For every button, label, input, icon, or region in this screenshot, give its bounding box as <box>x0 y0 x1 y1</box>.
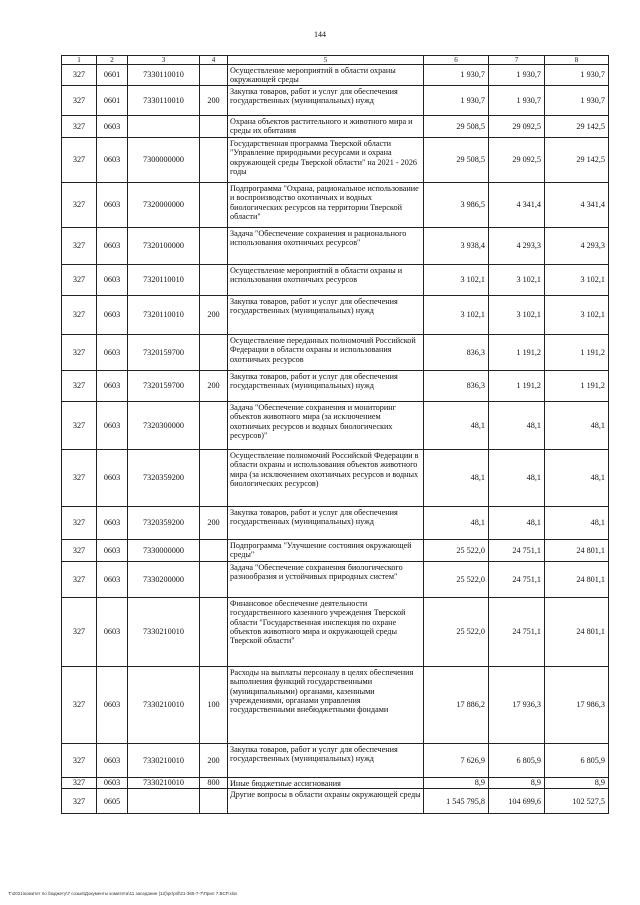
expense-type-cell <box>200 539 228 561</box>
expense-type-cell: 100 <box>200 666 228 743</box>
table-row <box>62 401 609 449</box>
section-code-cell: 327 <box>62 85 97 115</box>
amount-2024-cell: 48,1 <box>545 401 609 449</box>
section-code-cell: 327 <box>62 334 97 370</box>
amount-2024-cell: 29 142,5 <box>545 137 609 182</box>
amount-2023-cell: 3 102,1 <box>489 264 545 295</box>
amount-2022-cell: 3 986,5 <box>424 182 489 227</box>
header-row <box>62 56 609 65</box>
expense-type-cell <box>200 449 228 506</box>
subsection-code-cell: 0603 <box>97 264 128 295</box>
amount-2022-cell: 48,1 <box>424 449 489 506</box>
expense-type-cell: 200 <box>200 295 228 334</box>
target-article-cell: 7330110010 <box>128 85 200 115</box>
section-code-cell: 327 <box>62 401 97 449</box>
table-row <box>62 334 609 370</box>
amount-2022-cell: 17 886,2 <box>424 666 489 743</box>
section-code-cell: 327 <box>62 449 97 506</box>
amount-2022-cell: 3 102,1 <box>424 295 489 334</box>
amount-2022-cell: 48,1 <box>424 401 489 449</box>
description-cell: Осуществление мероприятий в области охраны и использования охотничьих ресурсов <box>228 264 424 295</box>
table-row <box>62 65 609 86</box>
target-article-cell: 7330210010 <box>128 666 200 743</box>
amount-2023-cell: 48,1 <box>489 401 545 449</box>
expense-type-cell <box>200 182 228 227</box>
amount-2023-cell: 8,9 <box>489 777 545 788</box>
target-article-cell <box>128 115 200 137</box>
header-cell: 1 <box>62 56 97 65</box>
section-code-cell: 327 <box>62 539 97 561</box>
amount-2023-cell: 29 092,5 <box>489 115 545 137</box>
description-cell: Задача "Обеспечение сохранения и рационального использования охотничьих ресурсов" <box>228 227 424 264</box>
description-cell: Задача "Обеспечение сохранения биологического разнообразия и устойчивых природных систем" <box>228 561 424 597</box>
description-cell: Подпрограмма "Охрана, рациональное использование и воспроизводство охотничьих и водных биологических ресурсов на территории Тверской области" <box>228 182 424 227</box>
description-cell: Расходы на выплаты персоналу в целях обеспечения выполнения функций государственными (муниципальными) органами, казенными учреждениями, органами управления государственными внебюджетными фондами <box>228 666 424 743</box>
subsection-code-cell: 0603 <box>97 561 128 597</box>
amount-2023-cell: 24 751,1 <box>489 539 545 561</box>
table-row <box>62 666 609 743</box>
expense-type-cell: 800 <box>200 777 228 788</box>
amount-2023-cell: 29 092,5 <box>489 137 545 182</box>
amount-2022-cell: 29 508,5 <box>424 115 489 137</box>
amount-2023-cell: 6 805,9 <box>489 743 545 777</box>
expense-type-cell <box>200 115 228 137</box>
section-code-cell: 327 <box>62 666 97 743</box>
amount-2024-cell: 24 801,1 <box>545 539 609 561</box>
amount-2024-cell: 6 805,9 <box>545 743 609 777</box>
expense-type-cell <box>200 334 228 370</box>
table-row <box>62 789 609 814</box>
subsection-code-cell: 0603 <box>97 449 128 506</box>
section-code-cell: 327 <box>62 182 97 227</box>
section-code-cell: 327 <box>62 561 97 597</box>
target-article-cell: 7320359200 <box>128 506 200 539</box>
amount-2023-cell: 48,1 <box>489 506 545 539</box>
subsection-code-cell: 0603 <box>97 115 128 137</box>
subsection-code-cell: 0603 <box>97 295 128 334</box>
description-cell: Осуществление переданных полномочий Российской Федерации в области охраны и использования охотничьих ресурсов <box>228 334 424 370</box>
expense-type-cell: 200 <box>200 506 228 539</box>
subsection-code-cell: 0603 <box>97 666 128 743</box>
target-article-cell: 7330200000 <box>128 561 200 597</box>
header-cell: 2 <box>97 56 128 65</box>
amount-2022-cell: 1 930,7 <box>424 65 489 86</box>
section-code-cell: 327 <box>62 370 97 401</box>
description-cell: Задача "Обеспечение сохранения и мониторинг объектов животного мира (за исключением охотничьих ресурсов и водных биологических ресурсов)" <box>228 401 424 449</box>
target-article-cell: 7320110010 <box>128 264 200 295</box>
subsection-code-cell: 0601 <box>97 85 128 115</box>
target-article-cell: 7320359200 <box>128 449 200 506</box>
description-cell: Закупка товаров, работ и услуг для обеспечения государственных (муниципальных) нужд <box>228 370 424 401</box>
amount-2022-cell: 48,1 <box>424 506 489 539</box>
amount-2022-cell: 29 508,5 <box>424 137 489 182</box>
amount-2022-cell: 1 930,7 <box>424 85 489 115</box>
table-row <box>62 264 609 295</box>
table-row <box>62 227 609 264</box>
amount-2022-cell: 7 626,9 <box>424 743 489 777</box>
amount-2023-cell: 1 930,7 <box>489 65 545 86</box>
description-cell: Осуществление полномочий Российской Федерации в области охраны и использования объектов животного мира (за исключением охотничьих ресурсов и водных биологических ресурсов) <box>228 449 424 506</box>
target-article-cell: 7320300000 <box>128 401 200 449</box>
amount-2023-cell: 24 751,1 <box>489 561 545 597</box>
header-cell: 7 <box>489 56 545 65</box>
expense-type-cell <box>200 789 228 814</box>
description-cell: Осуществление мероприятий в области охраны окружающей среды <box>228 65 424 86</box>
amount-2024-cell: 3 102,1 <box>545 295 609 334</box>
description-cell: Иные бюджетные ассигнования <box>228 777 424 788</box>
table-row <box>62 295 609 334</box>
amount-2024-cell: 1 930,7 <box>545 65 609 86</box>
description-cell: Финансовое обеспечение деятельности государственного казенного учреждения Тверской области "Государственная инспекция по охране объектов животного мира и окружающей среды Тверской области" <box>228 597 424 666</box>
amount-2024-cell: 24 801,1 <box>545 597 609 666</box>
amount-2024-cell: 4 341,4 <box>545 182 609 227</box>
table-row <box>62 539 609 561</box>
expense-type-cell <box>200 65 228 86</box>
section-code-cell: 327 <box>62 789 97 814</box>
amount-2024-cell: 1 191,2 <box>545 334 609 370</box>
expense-type-cell: 200 <box>200 743 228 777</box>
target-article-cell: 7320110010 <box>128 295 200 334</box>
expense-type-cell <box>200 264 228 295</box>
target-article-cell: 7320159700 <box>128 334 200 370</box>
section-code-cell: 327 <box>62 597 97 666</box>
subsection-code-cell: 0603 <box>97 182 128 227</box>
target-article-cell <box>128 789 200 814</box>
table-row <box>62 777 609 788</box>
section-code-cell: 327 <box>62 227 97 264</box>
subsection-code-cell: 0603 <box>97 137 128 182</box>
amount-2023-cell: 24 751,1 <box>489 597 545 666</box>
amount-2023-cell: 17 936,3 <box>489 666 545 743</box>
target-article-cell: 7300000000 <box>128 137 200 182</box>
subsection-code-cell: 0603 <box>97 777 128 788</box>
subsection-code-cell: 0603 <box>97 539 128 561</box>
amount-2022-cell: 8,9 <box>424 777 489 788</box>
expense-type-cell <box>200 597 228 666</box>
amount-2024-cell: 24 801,1 <box>545 561 609 597</box>
expense-type-cell: 200 <box>200 370 228 401</box>
header-cell: 3 <box>128 56 200 65</box>
section-code-cell: 327 <box>62 65 97 86</box>
amount-2024-cell: 102 527,5 <box>545 789 609 814</box>
target-article-cell: 7330000000 <box>128 539 200 561</box>
amount-2023-cell: 3 102,1 <box>489 295 545 334</box>
amount-2022-cell: 25 522,0 <box>424 561 489 597</box>
subsection-code-cell: 0603 <box>97 370 128 401</box>
target-article-cell: 7330210010 <box>128 777 200 788</box>
amount-2024-cell: 48,1 <box>545 506 609 539</box>
table-row <box>62 449 609 506</box>
header-cell: 6 <box>424 56 489 65</box>
table-row <box>62 506 609 539</box>
table-row <box>62 85 609 115</box>
table-row <box>62 137 609 182</box>
amount-2022-cell: 836,3 <box>424 370 489 401</box>
amount-2022-cell: 3 938,4 <box>424 227 489 264</box>
amount-2022-cell: 1 545 795,8 <box>424 789 489 814</box>
target-article-cell: 7320100000 <box>128 227 200 264</box>
amount-2022-cell: 836,3 <box>424 334 489 370</box>
subsection-code-cell: 0601 <box>97 65 128 86</box>
amount-2023-cell: 1 930,7 <box>489 85 545 115</box>
header-cell: 8 <box>545 56 609 65</box>
amount-2022-cell: 3 102,1 <box>424 264 489 295</box>
subsection-code-cell: 0603 <box>97 227 128 264</box>
expense-type-cell: 200 <box>200 85 228 115</box>
amount-2022-cell: 25 522,0 <box>424 539 489 561</box>
description-cell: Закупка товаров, работ и услуг для обеспечения государственных (муниципальных) нужд <box>228 743 424 777</box>
header-cell: 5 <box>228 56 424 65</box>
budget-table <box>61 55 609 814</box>
amount-2023-cell: 104 699,6 <box>489 789 545 814</box>
header-cell: 4 <box>200 56 228 65</box>
table-row <box>62 182 609 227</box>
target-article-cell: 7320000000 <box>128 182 200 227</box>
description-cell: Закупка товаров, работ и услуг для обеспечения государственных (муниципальных) нужд <box>228 85 424 115</box>
amount-2024-cell: 1 191,2 <box>545 370 609 401</box>
table-row <box>62 743 609 777</box>
section-code-cell: 327 <box>62 506 97 539</box>
amount-2024-cell: 4 293,3 <box>545 227 609 264</box>
expense-type-cell <box>200 401 228 449</box>
section-code-cell: 327 <box>62 743 97 777</box>
description-cell: Государственная программа Тверской области "Управление природными ресурсами и охрана окружающей среды Тверской области" на 2021 - 2026 годы <box>228 137 424 182</box>
target-article-cell: 7330110010 <box>128 65 200 86</box>
table-row <box>62 597 609 666</box>
subsection-code-cell: 0605 <box>97 789 128 814</box>
expense-type-cell <box>200 227 228 264</box>
description-cell: Другие вопросы в области охраны окружающей среды <box>228 789 424 814</box>
amount-2023-cell: 1 191,2 <box>489 334 545 370</box>
expense-type-cell <box>200 137 228 182</box>
file-path-footer: T:\2021\комитет по бюджету\7 созыв\Документы комитета\11 заседание (12)\pr\pril\21-365-7-7\Прил 7.BCP.xlsx <box>8 891 238 896</box>
subsection-code-cell: 0603 <box>97 334 128 370</box>
page-number: 144 <box>314 30 326 39</box>
amount-2023-cell: 1 191,2 <box>489 370 545 401</box>
amount-2024-cell: 1 930,7 <box>545 85 609 115</box>
table-row <box>62 370 609 401</box>
target-article-cell: 7330210010 <box>128 743 200 777</box>
description-cell: Подпрограмма "Улучшение состояния окружающей среды" <box>228 539 424 561</box>
description-cell: Закупка товаров, работ и услуг для обеспечения государственных (муниципальных) нужд <box>228 295 424 334</box>
section-code-cell: 327 <box>62 137 97 182</box>
amount-2024-cell: 3 102,1 <box>545 264 609 295</box>
target-article-cell: 7320159700 <box>128 370 200 401</box>
description-cell: Охрана объектов растительного и животного мира и среды их обитания <box>228 115 424 137</box>
table-row <box>62 561 609 597</box>
table-row <box>62 115 609 137</box>
section-code-cell: 327 <box>62 264 97 295</box>
expense-type-cell <box>200 561 228 597</box>
section-code-cell: 327 <box>62 777 97 788</box>
section-code-cell: 327 <box>62 295 97 334</box>
amount-2024-cell: 29 142,5 <box>545 115 609 137</box>
amount-2023-cell: 48,1 <box>489 449 545 506</box>
amount-2024-cell: 8,9 <box>545 777 609 788</box>
subsection-code-cell: 0603 <box>97 506 128 539</box>
amount-2023-cell: 4 341,4 <box>489 182 545 227</box>
target-article-cell: 7330210010 <box>128 597 200 666</box>
section-code-cell: 327 <box>62 115 97 137</box>
subsection-code-cell: 0603 <box>97 401 128 449</box>
description-cell: Закупка товаров, работ и услуг для обеспечения государственных (муниципальных) нужд <box>228 506 424 539</box>
subsection-code-cell: 0603 <box>97 743 128 777</box>
amount-2024-cell: 48,1 <box>545 449 609 506</box>
amount-2024-cell: 17 986,3 <box>545 666 609 743</box>
amount-2022-cell: 25 522,0 <box>424 597 489 666</box>
amount-2023-cell: 4 293,3 <box>489 227 545 264</box>
subsection-code-cell: 0603 <box>97 597 128 666</box>
